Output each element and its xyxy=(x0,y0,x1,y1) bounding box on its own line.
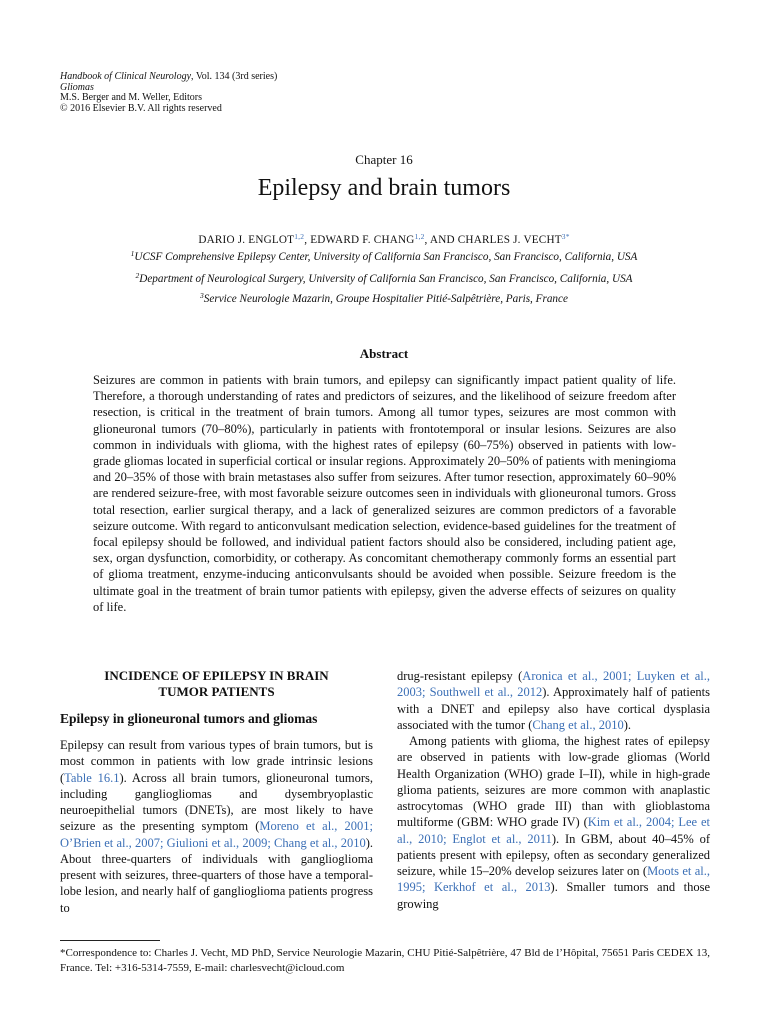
footnote-rule xyxy=(60,940,160,941)
right-paragraph-1: drug-resistant epilepsy (Aronica et al., 2001; Luyken et al., 2003; Southwell et al., 2012). Approximately half of patients with a DNET and epilepsy also have cortical dysplasia associated with the tumor (Chang et al., 2010). xyxy=(397,669,710,732)
corresponding-star[interactable]: * xyxy=(565,232,570,241)
abstract-heading: Abstract xyxy=(359,346,409,361)
journal-volume: , Vol. 134 (3rd series) xyxy=(191,71,278,82)
affiliation-1: $^1$UCSF Comprehensive Epilepsy Center, University of California San Francisco, San Francisco, California, USA xyxy=(130,249,638,263)
table-ref-link[interactable]: Table 16.1 xyxy=(64,770,120,785)
citation-link[interactable]: Chang et al., 2010 xyxy=(532,717,624,732)
section-heading: INCIDENCE OF EPILEPSY IN BRAIN TUMOR PATIENTS xyxy=(104,668,329,699)
copyright: © 2016 Elsevier B.V. All rights reserved xyxy=(60,102,222,114)
affiliation-3: $^3$Service Neurologie Mazarin, Groupe Hospitalier Pitié-Salpêtrière, Paris, France xyxy=(200,291,568,305)
author-list xyxy=(0,234,768,246)
right-paragraph-2: Among patients with glioma, the highest rates of epilepsy are observed in patients with low-grade gliomas (World Health Organization (WHO) grade I–II), while in high-grade glioma patients, seizures are more common with anaplastic astrocytomas (WHO grade III) than with glioblastoma multiforme (GBM: WHO grade IV) (Kim et al., 2004; Lee et al., 2010; Englot et al., 2011). In GBM, about 40–45% of patients present with epilepsy, often as secondary generalized seizure, while 15–20% develop seizures later on (Moots et al., 1995; Kerkhof et al., 2013). Smaller tumors and those growing xyxy=(397,734,710,911)
left-paragraph: Epilepsy can result from various types of brain tumors, but is most common in patients with low grade intrinsic lesions (Table 16.1). Across all brain tumors, glioneuronal tumors, including gangliogliomas and dysembryoplastic neuroepithelial tumors (DNETs), are most likely to have seizure as the presenting symptom (Moreno et al., 2001; O’Brien et al., 2007; Giulioni et al., 2009; Chang et al., 2010). About three-quarters of individuals with ganglioglioma present with seizures, three-quarters of those have a temporal-lobe lesion, and nearly half of ganglioglioma patients progress to xyxy=(60,738,374,915)
citation-link[interactable]: Moreno et al., 2001; O’Brien et al., 2007; Giulioni et al., 2009; Chang et al., 2010 xyxy=(60,819,374,850)
author-englot: DARIO J. ENGLOT xyxy=(198,234,295,246)
right-column xyxy=(397,668,710,912)
author-vecht: , AND CHARLES J. VECHT xyxy=(424,234,562,246)
author-chang: , EDWARD F. CHANG xyxy=(304,234,415,246)
correspondence-footnote: *Correspondence to: Charles J. Vecht, MD PhD, Service Neurologie Mazarin, CHU Pitié-Salpêtrière, 47 Bld de l’Hôpital, 75651 Paris CEDEX 13, France. Tel: +316-5314-7559, E-mail: charlesvecht@icloud.com xyxy=(60,947,710,974)
affiliation-2: $^2$Department of Neurological Surgery, University of California San Francisco, San Francisco, California, USA xyxy=(135,271,633,285)
citation-link[interactable]: Moots et al., 1995; Kerkhof et al., 2013 xyxy=(397,864,710,895)
abstract-body: Seizures are common in patients with brain tumors, and epilepsy can significantly impact patient quality of life. Therefore, a thorough understanding of rates and predictors of seizures, and the likelihood of seizure freedom after resection, is critical in the treatment of brain tumors. Among all tumor types, seizures are most common with glioneuronal tumors (70–80%), particularly in patients with frontotemporal or insular lesions. Seizures are also common in individuals with glioma, with the highest rates of epilepsy (60–75%) observed in patients with low-grade gliomas located in superficial cortical or insular regions. Approximately 20–50% of patients with meningioma and 20–35% of those with brain metastases also suffer from seizures. After tumor resection, approximately 60–90% are rendered seizure-free, with most favorable seizure outcomes seen in individuals with glioneuronal tumors. Gross total resection, earlier surgical therapy, and a lack of generalized seizures are common predictors of a favorable seizure outcome. With regard to anticonvulsant medication selection, evidence-based guidelines for the treatment of focal epilepsy should be followed, and individual patient factors should also be considered, including patient age, sex, organ dysfunction, comorbidity, or cotherapy. As concomitant chemotherapy commonly forms an essential part of glioma treatment, enzyme-inducing anticonvulsants should be avoided when possible. Seizure freedom is the ultimate goal in the treatment of brain tumor patients with epilepsy, given the adverse effects of seizures on quality of life. xyxy=(93,373,676,614)
author-chang-affil[interactable]: 1,2 xyxy=(414,232,425,241)
author-vecht-affil[interactable]: 3* xyxy=(561,232,570,241)
journal-line-1 xyxy=(60,72,277,83)
journal-header xyxy=(60,72,277,114)
citation-link[interactable]: Kim et al., 2004; Lee et al., 2010; Englot et al., 2011 xyxy=(397,815,710,846)
left-column xyxy=(60,668,373,916)
editors: M.S. Berger and M. Weller, Editors xyxy=(60,92,203,103)
chapter-title: Epilepsy and brain tumors xyxy=(257,175,511,201)
author-englot-affil[interactable]: 1,2 xyxy=(294,232,305,241)
chapter-label: Chapter 16 xyxy=(355,152,413,167)
book-title: Gliomas xyxy=(60,81,94,93)
subsection-heading: Epilepsy in glioneuronal tumors and gliomas xyxy=(60,711,318,726)
citation-link[interactable]: Aronica et al., 2001; Luyken et al., 2003; Southwell et al., 2012 xyxy=(397,669,710,700)
journal-title: Handbook of Clinical Neurology xyxy=(60,71,192,82)
